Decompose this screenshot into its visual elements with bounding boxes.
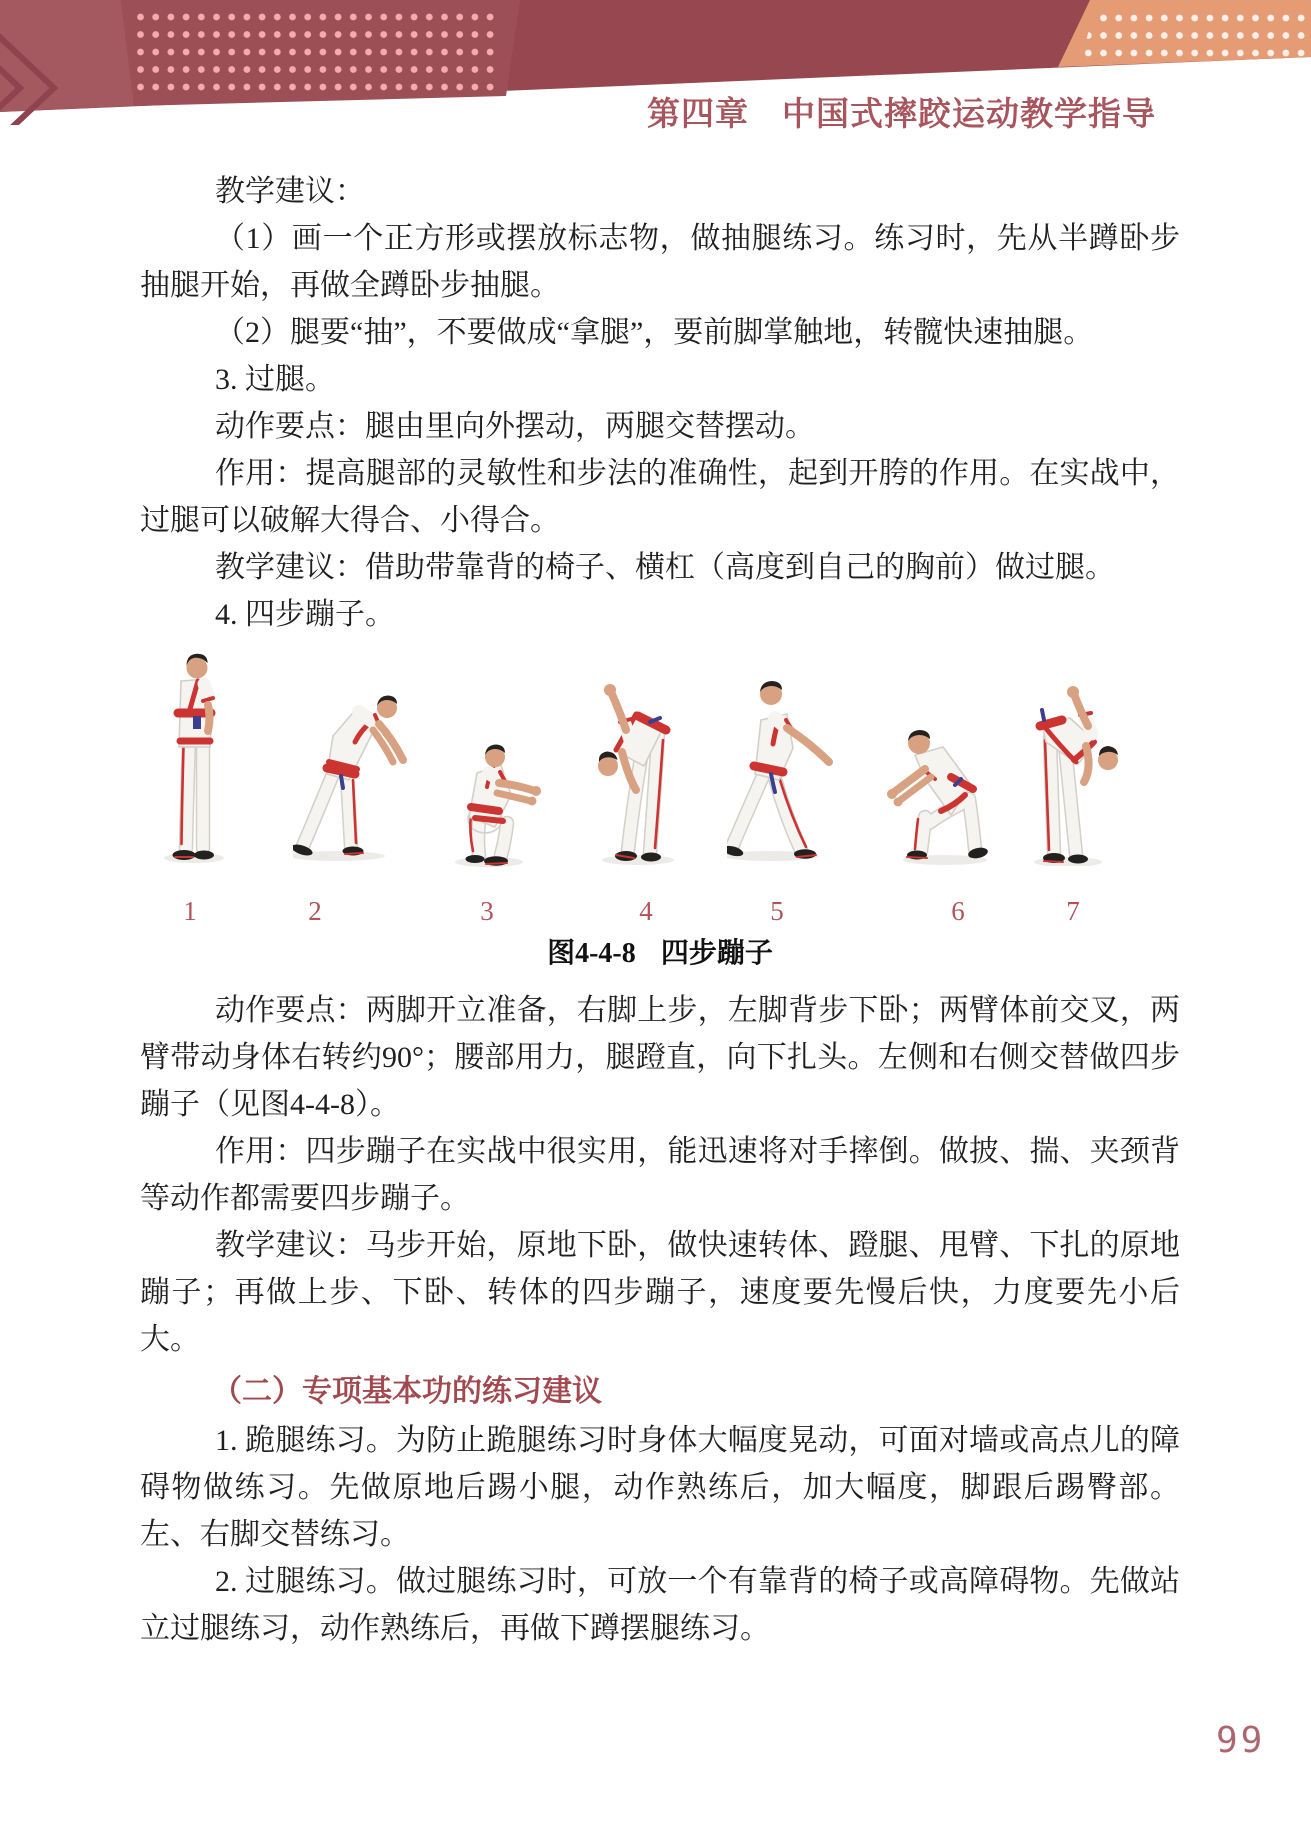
body-paragraph: 教学建议：借助带靠背的椅子、横杠（高度到自己的胸前）做过腿。 — [215, 551, 1115, 584]
figure-caption — [140, 938, 1180, 970]
body-paragraph: 教学建议： — [215, 175, 365, 208]
body-paragraph: （2）腿要“抽”，不要做成“拿腿”，要前脚掌触地，转髋快速抽腿。 — [215, 316, 1094, 349]
figure-photo-2 — [293, 678, 417, 868]
figure-number: 4 — [639, 896, 653, 926]
figure-photo-1 — [155, 651, 225, 866]
figure-photo-5 — [727, 680, 850, 866]
figure-number: 7 — [1066, 896, 1080, 926]
figure-photo-4 — [578, 678, 695, 866]
figure-caption-title: 四步蹦子 — [660, 938, 773, 969]
figure-number: 2 — [308, 896, 322, 926]
figure-number: 5 — [770, 896, 784, 926]
body-paragraph: 4. 四步蹦子。 — [215, 598, 395, 631]
body-paragraph: 教学建议：马步开始，原地下卧，做快速转体、蹬腿、甩臂、下扎的原地蹦子；再做上步、下卧、转体的四步蹦子，速度要先慢后快，力度要先小后大。 — [140, 1229, 1180, 1356]
figure-number: 3 — [480, 896, 494, 926]
figure-photo-6 — [885, 721, 997, 866]
figure-number: 1 — [183, 896, 197, 926]
section-heading: （二）专项基本功的练习建议 — [212, 1375, 602, 1408]
body-paragraph: 2. 过腿练习。做过腿练习时，可放一个有靠背的椅子或高障碍物。先做站立过腿练习，动作熟练后，再做下蹲摆腿练习。 — [140, 1565, 1180, 1645]
figure-caption-label: 图4-4-8 — [547, 938, 636, 969]
body-paragraph: 动作要点：腿由里向外摆动，两腿交替摆动。 — [215, 410, 815, 443]
figure-4-4-8 — [140, 638, 1180, 973]
figure-number: 6 — [951, 896, 965, 926]
body-paragraph: （1）画一个正方形或摆放标志物，做抽腿练习。练习时，先从半蹲卧步抽腿开始，再做全蹲卧步抽腿。 — [140, 222, 1180, 302]
body-paragraph: 1. 跪腿练习。为防止跪腿练习时身体大幅度晃动，可面对墙或高点儿的障碍物做练习。先做原地后踢小腿，动作熟练后，加大幅度，脚跟后踢臀部。左、右脚交替练习。 — [140, 1424, 1180, 1551]
figure-photo-3 — [445, 721, 545, 868]
chapter-number: 第四章 — [647, 95, 749, 132]
body-paragraph: 作用：提高腿部的灵敏性和步法的准确性，起到开胯的作用。在实战中，过腿可以破解大得合、小得合。 — [140, 457, 1180, 537]
body-paragraph: 作用：四步蹦子在实战中很实用，能迅速将对手摔倒。做披、揣、夹颈背等动作都需要四步蹦子。 — [140, 1135, 1180, 1215]
body-paragraph: 3. 过腿。 — [215, 363, 335, 396]
figure-photo-7 — [1030, 680, 1140, 866]
chapter-title: 中国式摔跤运动教学指导 — [782, 95, 1156, 132]
body-paragraph: 动作要点：两脚开立准备，右脚上步，左脚背步下卧；两臂体前交叉，两臂带动身体右转约90°；腰部用力，腿蹬直，向下扎头。左侧和右侧交替做四步蹦子（见图4-4-8）。 — [140, 994, 1180, 1121]
text-column — [140, 0, 1180, 1652]
page-number: 99 — [1216, 1720, 1266, 1761]
